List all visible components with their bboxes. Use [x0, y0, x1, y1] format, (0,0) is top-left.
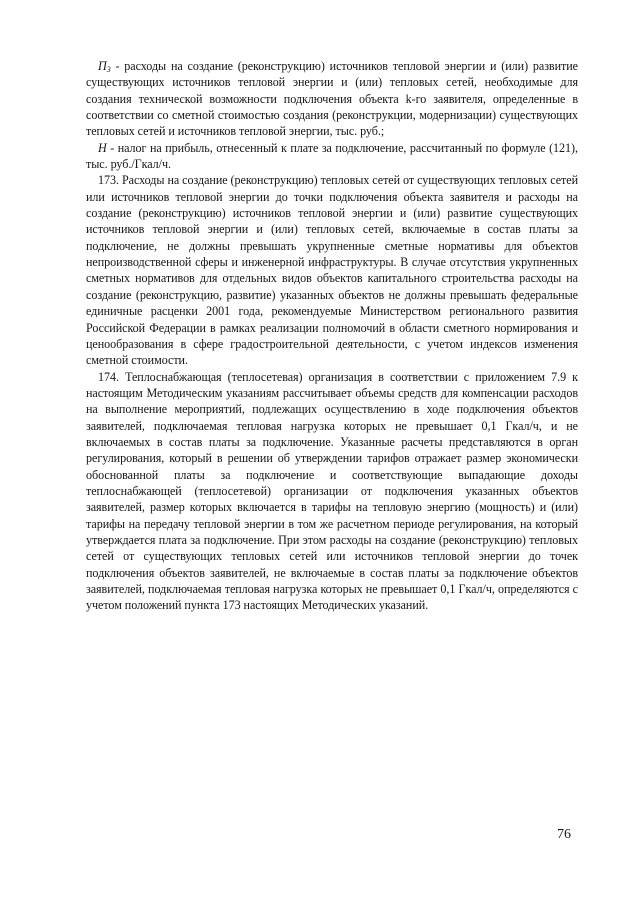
variable-p3 [98, 59, 111, 73]
variable-p3-subscript: 3 [106, 65, 111, 74]
definition-p3-text: - расходы на создание (реконструкцию) источников тепловой энергии и (или) развитие существующих источников тепловой энергии и (или) тепловых сетей, необходимые для создания технической возможности подключения объекта k-го заявителя, определенные в соответствии со сметной стоимостью создания (реконструкции, модернизации) существующих тепловых сетей и источников тепловой энергии, тыс. руб.; [86, 59, 578, 139]
definition-h-text: - налог на прибыль, отнесенный к плате за подключение, рассчитанный по формуле (121), тыс. руб./Гкал/ч. [86, 140, 578, 172]
variable-p3-symbol: П [98, 59, 107, 73]
paragraph-173: 173. Расходы на создание (реконструкцию) тепловых сетей от существующих тепловых сетей или источников тепловой энергии до точки подключения объекта заявителя и расходы на создание (реконструкцию) источников тепловой энергии и (или) развитие существующих источников тепловой энергии и (или) тепловых сетей, включаемые в состав платы за подключение, не должны превышать укрупненные сметные нормативы для объектов непроизводственной сферы и инженерной инфраструктуры. В случае отсутствия укрупненных сметных нормативов для отдельных видов объектов капитального строительства расходы на создание (реконструкцию, развитие) указанных объектов не должны превышать федеральные единичные расценки 2001 года, рекомендуемые Министерством регионального развития Российской Федерации в рамках реализации полномочий в области сметного нормирования и ценообразования в сфере градостроительной деятельности, с учетом индексов изменения сметной стоимости. [86, 173, 578, 368]
page-number: 76 [557, 827, 571, 842]
definition-h [86, 140, 578, 173]
document-body [86, 58, 578, 614]
variable-h: Н [98, 140, 107, 155]
paragraph-174: 174. Теплоснабжающая (теплосетевая) организация в соответствии с приложением 7.9 к настоящим Методическим указаниям рассчитывает объемы средств для компенсации расходов на выполнение мероприятий, подлежащих осуществлению в ходе подключения объектов заявителей, подключаемая тепловая нагрузка которых не превышает 0,1 Гкал/ч, и не включаемых в состав платы за подключение. Указанные расчеты представляются в орган регулирования, который в решении об утверждении тарифов отражает размер экономически обоснованной платы за подключение и соответствующие выпадающие доходы теплоснабжающей (теплосетевой) организации от подключения указанных объектов заявителей, размер которых включается в тарифы на тепловую энергию (мощность) и (или) тарифы на передачу тепловой энергии в том же расчетном периоде регулирования, на который утверждается плата за подключение. При этом расходы на создание (реконструкцию) тепловых сетей от существующих тепловых сетей или источников тепловой энергии до точек подключения объектов заявителей, не включаемые в состав платы за подключение объектов заявителей, подключаемая тепловая нагрузка которых не превышает 0,1 Гкал/ч, определяются с учетом положений пункта 173 настоящих Методических указаний. [86, 369, 578, 613]
definition-p3 [86, 58, 578, 140]
